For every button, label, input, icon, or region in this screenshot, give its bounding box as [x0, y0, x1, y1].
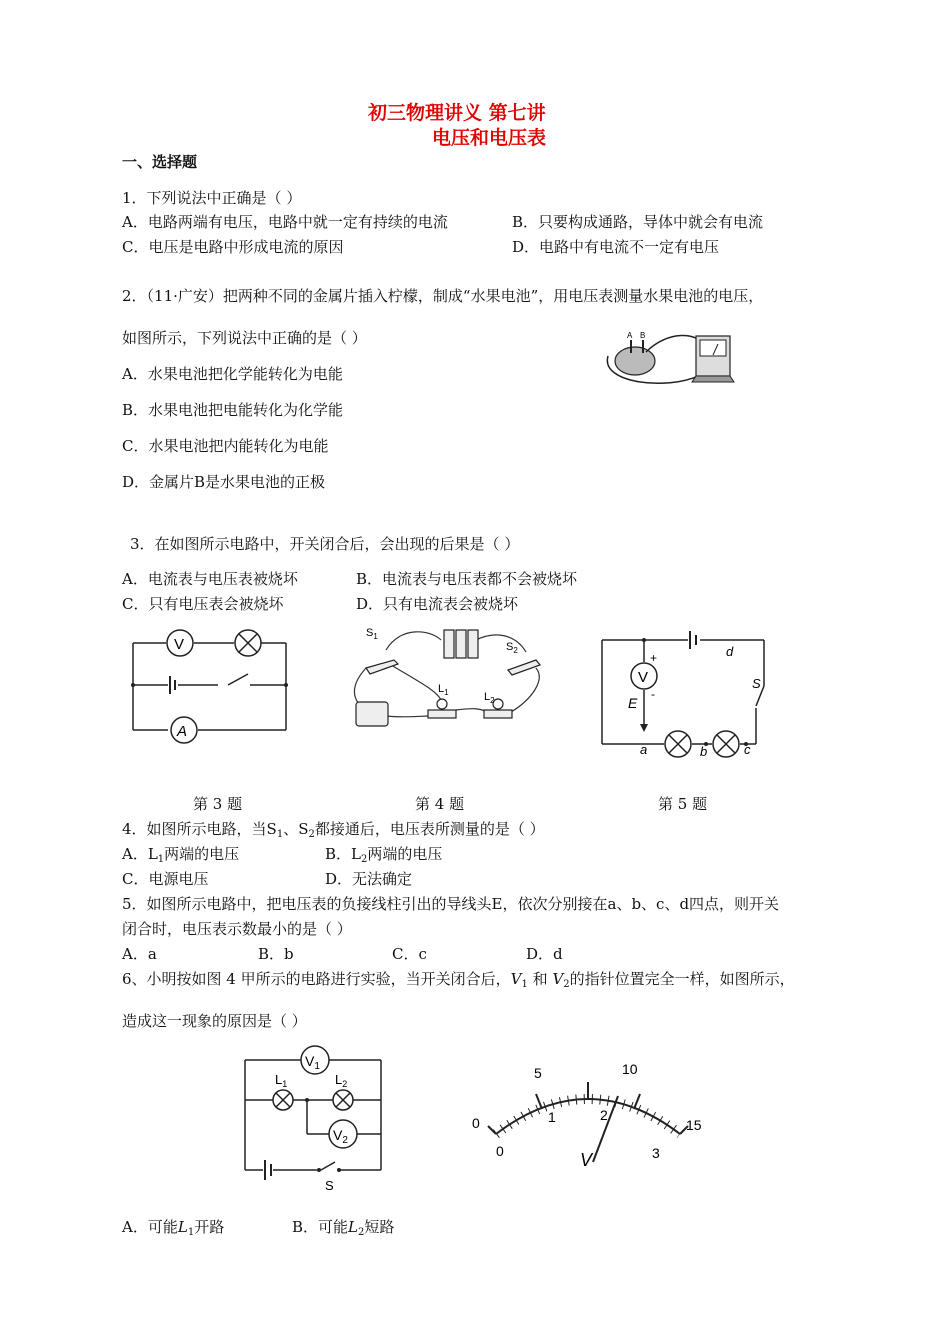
battery-icon	[690, 631, 696, 649]
svg-text:d: d	[726, 644, 734, 659]
svg-text:L1: $L_1$	[275, 1072, 288, 1089]
svg-text:+: +	[650, 651, 658, 665]
svg-text:V1: $V_1$	[305, 1053, 320, 1072]
q3-stem: 3．在如图所示电路中，开关闭合后，会出现的后果是（ ）	[130, 535, 520, 553]
svg-text:A: A	[177, 723, 188, 740]
q2-option-c: C．水果电池把内能转化为电能	[122, 437, 329, 455]
lamp-l1-icon	[437, 699, 447, 709]
q3-option-c: C．只有电压表会被烧坏	[122, 595, 284, 613]
q6-stem-line2: 造成这一现象的原因是（ ）	[122, 1012, 307, 1030]
q5-option-c: C．c	[392, 945, 427, 963]
q1-option-d: D．电路中有电流不一定有电压	[512, 238, 720, 256]
svg-text:S1: $S_1$	[366, 627, 378, 641]
svg-text:L2: $L_2$	[484, 691, 495, 705]
dial-outer-label: 0	[472, 1115, 480, 1131]
section-heading: 一、选择题	[122, 153, 198, 171]
cell-icon	[468, 630, 478, 658]
dial-inner-label: 0	[496, 1143, 504, 1159]
dial-outer-label: 10	[622, 1061, 638, 1077]
q5-option-d: D．d	[526, 945, 563, 963]
q2-stem-line2: 如图所示，下列说法中正确的是（ ）	[122, 329, 367, 347]
q5-stem-line1: 5．如图所示电路中，把电压表的负接线柱引出的导线头E，依次分别接在a、b、c、d四点，则开关	[122, 895, 780, 913]
svg-text:A: A	[627, 331, 633, 340]
dial-inner-label: 3	[652, 1145, 660, 1161]
dial-inner-label: 2	[600, 1107, 608, 1123]
cell-icon	[456, 630, 466, 658]
svg-text:V2: $V_2$	[333, 1127, 348, 1146]
svg-text:V: V	[174, 636, 185, 653]
fig5-circuit	[596, 626, 786, 759]
svg-text:E: E	[628, 695, 638, 711]
lamp-l1-base	[428, 710, 456, 718]
svg-text:-: -	[651, 687, 655, 701]
lemon-icon	[615, 347, 655, 375]
q5-option-b: B．b	[258, 945, 294, 963]
svg-text:a: a	[640, 742, 648, 757]
page-title: 初三物理讲义 第七讲	[368, 102, 546, 124]
q1-stem: 1．下列说法中正确是（ ）	[122, 189, 302, 207]
battery-icon	[170, 676, 175, 694]
svg-text:S2: $S_2$	[506, 641, 518, 655]
fig3-circuit	[128, 625, 293, 745]
q3-option-b: B．电流表与电压表都不会被烧坏	[356, 570, 578, 588]
q6-circuit	[235, 1036, 395, 1196]
fig5-caption: 第 5 题	[658, 795, 708, 813]
switch-s1-icon	[366, 660, 398, 674]
svg-text:B: B	[640, 331, 646, 340]
fruit-battery-figure	[598, 326, 768, 390]
q6-stem-line1: 6、小明按如图 4 甲所示的电路进行实验，当开关闭合后，$V_1$ 和 $V_2$的指针位置完全一样，如图所示，	[122, 970, 795, 990]
page-subtitle: 电压和电压表	[432, 127, 547, 149]
dial-outer-label: 15	[686, 1117, 702, 1133]
voltmeter-dial	[468, 1054, 718, 1174]
q4-option-c: C．电源电压	[122, 870, 209, 888]
q1-option-b: B．只要构成通路，导体中就会有电流	[512, 213, 764, 231]
q6-option-a: A．可能$L_1$开路	[122, 1218, 225, 1238]
q5-option-a: A．a	[122, 945, 157, 963]
q2-option-d: D．金属片B是水果电池的正极	[122, 473, 326, 491]
q2-stem-line1: 2．（11·广安）把两种不同的金属片插入柠檬，制成“水果电池”，用电压表测量水果电池的电压，	[122, 287, 764, 305]
dial-needle	[593, 1096, 618, 1162]
q4-option-a: A．$L_1$两端的电压	[122, 845, 240, 865]
q3-option-d: D．只有电流表会被烧坏	[356, 595, 519, 613]
q3-option-a: A．电流表与电压表被烧坏	[122, 570, 298, 588]
q2-option-a: A．水果电池把化学能转化为电能	[122, 365, 343, 383]
cell-icon	[444, 630, 454, 658]
q4-stem: 4．如图所示电路，当$S_1$、$S_2$都接通后，电压表所测量的是（ ）	[122, 820, 545, 840]
voltmeter-icon	[356, 702, 388, 726]
q5-stem-line2: 闭合时，电压表示数最小的是（ ）	[122, 920, 352, 938]
svg-text:c: c	[744, 742, 751, 757]
switch-s2-icon	[508, 660, 540, 675]
dial-inner-label: 1	[548, 1109, 556, 1125]
fig4-caption: 第 4 题	[415, 795, 465, 813]
dial-unit: V	[580, 1150, 593, 1170]
lamp-l2-base	[484, 710, 512, 718]
fig3-caption: 第 3 题	[193, 795, 243, 813]
svg-text:b: b	[700, 744, 708, 759]
svg-text:S: S	[752, 676, 761, 691]
svg-text:V: V	[638, 669, 649, 686]
q1-option-c: C．电压是电路中形成电流的原因	[122, 238, 344, 256]
svg-text:S: S	[325, 1178, 334, 1193]
svg-text:L2: $L_2$	[335, 1072, 348, 1089]
q4-option-d: D．无法确定	[325, 870, 413, 888]
q2-option-b: B．水果电池把电能转化为化学能	[122, 401, 344, 419]
svg-text:L1: $L_1$	[438, 683, 449, 697]
fig4-circuit	[346, 620, 556, 740]
q4-option-b: B．$L_2$两端的电压	[325, 845, 443, 865]
battery-icon	[265, 1160, 271, 1180]
q1-option-a: A．电路两端有电压，电路中就一定有持续的电流	[122, 213, 448, 231]
dial-outer-label: 5	[534, 1065, 542, 1081]
q6-option-b: B．可能$L_2$短路	[292, 1218, 395, 1238]
